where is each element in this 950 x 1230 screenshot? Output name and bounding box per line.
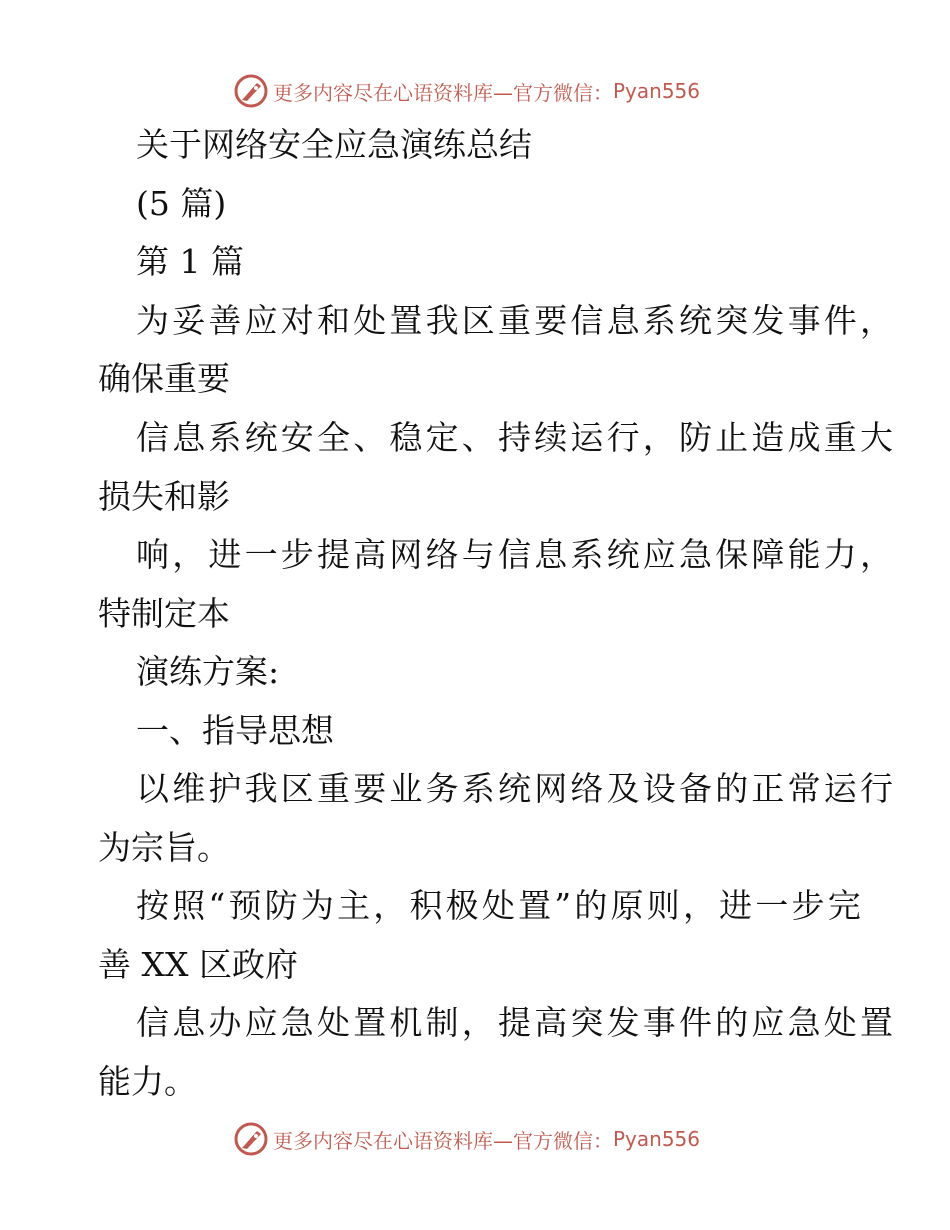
pen-logo-icon [233, 1121, 269, 1157]
paragraph-line: 善 XX 区政府 [98, 945, 298, 984]
watermark-id: Pyan556 [613, 79, 701, 103]
watermark-header [233, 71, 700, 111]
paragraph-line: 损失和影 [98, 477, 230, 516]
paragraph-line: 为宗旨。 [98, 828, 230, 867]
watermark-text: 更多内容尽在心语资料库—官方微信： [273, 1128, 613, 1153]
paragraph-line: 能力。 [98, 1062, 197, 1101]
paragraph-line: 以维护我区重要业务系统网络及设备的正常运行 [136, 769, 897, 808]
pen-logo-icon [233, 73, 269, 109]
watermark-id: Pyan556 [613, 1127, 701, 1151]
paragraph-line: 响，进一步提高网络与信息系统应急保障能力， [136, 535, 897, 574]
paragraph-line: 确保重要 [98, 359, 230, 398]
paragraph-line: 演练方案: [136, 652, 280, 691]
subheading: 一、指导思想 [136, 711, 334, 750]
document-title: 关于网络安全应急演练总结 [136, 125, 532, 164]
section-heading: 第 1 篇 [136, 242, 244, 281]
paragraph-line: 按照“预防为主，积极处置”的原则，进一步完 [136, 886, 864, 925]
paragraph-line: 信息系统安全、稳定、持续运行，防止造成重大 [136, 418, 897, 457]
watermark-footer [233, 1119, 700, 1159]
paragraph-line: 特制定本 [98, 594, 230, 633]
watermark-text: 更多内容尽在心语资料库—官方微信： [273, 80, 613, 105]
paragraph-line: 信息办应急处置机制，提高突发事件的应急处置 [136, 1003, 897, 1042]
paragraph-line: 为妥善应对和处置我区重要信息系统突发事件， [136, 301, 897, 340]
document-subtitle: (5 篇) [136, 184, 227, 223]
